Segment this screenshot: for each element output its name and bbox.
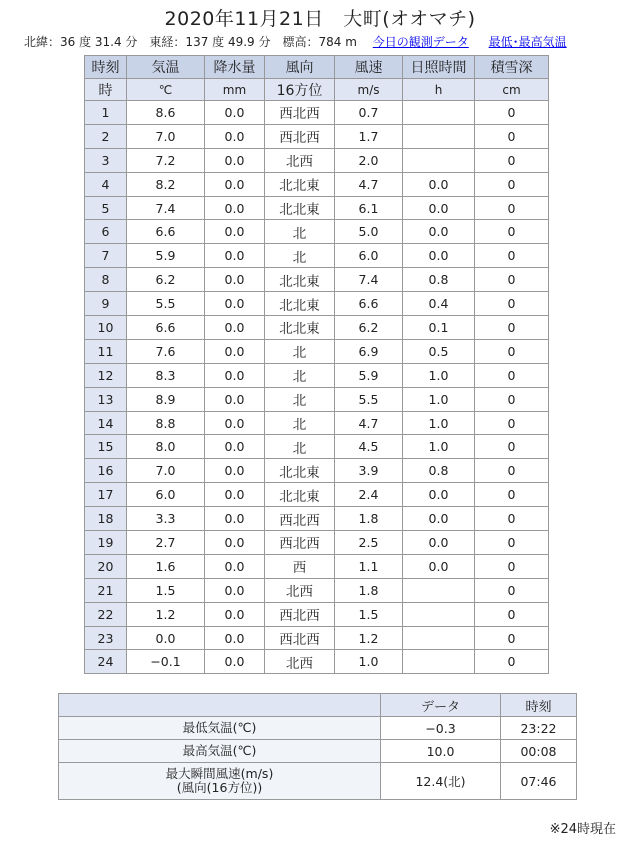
precipitation-cell: 0.0 xyxy=(205,387,265,411)
snow-depth-cell: 0 xyxy=(475,531,549,555)
temperature-cell: 8.3 xyxy=(127,363,205,387)
wind-direction-cell: 北西 xyxy=(265,148,335,172)
temperature-cell: 7.2 xyxy=(127,148,205,172)
wind-speed-cell: 4.5 xyxy=(335,435,403,459)
precipitation-cell: 0.0 xyxy=(205,578,265,602)
table-row xyxy=(85,316,549,340)
hour-cell: 15 xyxy=(85,435,127,459)
wind-speed-cell: 1.1 xyxy=(335,554,403,578)
snow-depth-cell: 0 xyxy=(475,172,549,196)
snow-depth-cell: 0 xyxy=(475,650,549,674)
sunshine-cell: 0.0 xyxy=(403,483,475,507)
hour-cell: 12 xyxy=(85,363,127,387)
header-wind-speed: 風速 xyxy=(335,56,403,79)
wind-direction-cell: 北北東 xyxy=(265,459,335,483)
summary-header-row xyxy=(59,694,577,717)
sunshine-cell: 0.0 xyxy=(403,220,475,244)
wind-direction-cell: 北北東 xyxy=(265,268,335,292)
table-row xyxy=(85,435,549,459)
snow-depth-cell: 0 xyxy=(475,554,549,578)
precipitation-cell: 0.0 xyxy=(205,626,265,650)
wind-speed-cell: 6.9 xyxy=(335,339,403,363)
hour-cell: 8 xyxy=(85,268,127,292)
precipitation-cell: 0.0 xyxy=(205,196,265,220)
snow-depth-cell: 0 xyxy=(475,435,549,459)
wind-speed-cell: 2.4 xyxy=(335,483,403,507)
table-row xyxy=(85,387,549,411)
station-info-bar xyxy=(24,33,567,50)
table-row xyxy=(85,459,549,483)
wind-direction-cell: 西北西 xyxy=(265,101,335,125)
hour-cell: 14 xyxy=(85,411,127,435)
temperature-cell: 7.0 xyxy=(127,124,205,148)
sunshine-cell: 0.0 xyxy=(403,172,475,196)
sunshine-cell: 1.0 xyxy=(403,435,475,459)
summary-time: 00:08 xyxy=(501,740,577,763)
wind-direction-cell: 西北西 xyxy=(265,507,335,531)
wind-speed-cell: 7.4 xyxy=(335,268,403,292)
table-row xyxy=(85,626,549,650)
table-row xyxy=(85,531,549,555)
snow-depth-cell: 0 xyxy=(475,626,549,650)
snow-depth-cell: 0 xyxy=(475,148,549,172)
table-row xyxy=(85,196,549,220)
precipitation-cell: 0.0 xyxy=(205,602,265,626)
summary-label: 最高気温(℃) xyxy=(59,740,381,763)
temperature-cell: 0.0 xyxy=(127,626,205,650)
header-hour: 時刻 xyxy=(85,56,127,79)
temperature-cell: 6.6 xyxy=(127,220,205,244)
summary-time: 23:22 xyxy=(501,717,577,740)
wind-speed-cell: 1.0 xyxy=(335,650,403,674)
unit-hour: 時 xyxy=(85,79,127,101)
sunshine-cell xyxy=(403,124,475,148)
unit-precipitation: mm xyxy=(205,79,265,101)
hour-cell: 6 xyxy=(85,220,127,244)
wind-direction-cell: 北 xyxy=(265,411,335,435)
footnote: ※24時現在 xyxy=(549,822,616,837)
precipitation-cell: 0.0 xyxy=(205,101,265,125)
wind-speed-cell: 0.7 xyxy=(335,101,403,125)
snow-depth-cell: 0 xyxy=(475,387,549,411)
wind-direction-cell: 北北東 xyxy=(265,292,335,316)
hour-cell: 19 xyxy=(85,531,127,555)
hour-cell: 5 xyxy=(85,196,127,220)
snow-depth-cell: 0 xyxy=(475,459,549,483)
unit-wind-direction: 16方位 xyxy=(265,79,335,101)
page-title: 2020年11月21日 大町(オオマチ) xyxy=(164,8,476,30)
snow-depth-cell: 0 xyxy=(475,507,549,531)
today-observation-link[interactable]: 今日の観測データ xyxy=(372,35,469,49)
wind-speed-cell: 1.2 xyxy=(335,626,403,650)
table-row xyxy=(85,650,549,674)
table-row xyxy=(85,172,549,196)
wind-direction-cell: 西 xyxy=(265,554,335,578)
header-precipitation: 降水量 xyxy=(205,56,265,79)
wind-direction-cell: 西北西 xyxy=(265,531,335,555)
summary-row-max-temp xyxy=(59,740,577,763)
wind-direction-cell: 西北西 xyxy=(265,124,335,148)
summary-header-data: データ xyxy=(381,694,501,717)
wind-direction-cell: 北北東 xyxy=(265,172,335,196)
temperature-cell: 1.5 xyxy=(127,578,205,602)
wind-speed-cell: 6.6 xyxy=(335,292,403,316)
sunshine-cell: 0.0 xyxy=(403,244,475,268)
hour-cell: 9 xyxy=(85,292,127,316)
table-row xyxy=(85,411,549,435)
snow-depth-cell: 0 xyxy=(475,316,549,340)
temperature-cell: 8.0 xyxy=(127,435,205,459)
temperature-cell: 3.3 xyxy=(127,507,205,531)
sunshine-cell xyxy=(403,626,475,650)
summary-time: 07:46 xyxy=(501,763,577,800)
hour-cell: 24 xyxy=(85,650,127,674)
wind-direction-cell: 北 xyxy=(265,363,335,387)
hour-cell: 23 xyxy=(85,626,127,650)
min-max-temperature-link[interactable]: 最低･最高気温 xyxy=(488,35,567,49)
sunshine-cell: 0.1 xyxy=(403,316,475,340)
precipitation-cell: 0.0 xyxy=(205,316,265,340)
snow-depth-cell: 0 xyxy=(475,196,549,220)
wind-speed-cell: 5.0 xyxy=(335,220,403,244)
precipitation-cell: 0.0 xyxy=(205,268,265,292)
temperature-cell: 7.6 xyxy=(127,339,205,363)
precipitation-cell: 0.0 xyxy=(205,507,265,531)
precipitation-cell: 0.0 xyxy=(205,363,265,387)
wind-speed-cell: 1.8 xyxy=(335,507,403,531)
sunshine-cell: 0.5 xyxy=(403,339,475,363)
summary-header-blank xyxy=(59,694,381,717)
wind-direction-cell: 北北東 xyxy=(265,483,335,507)
table-row xyxy=(85,244,549,268)
hour-cell: 7 xyxy=(85,244,127,268)
wind-speed-cell: 2.5 xyxy=(335,531,403,555)
precipitation-cell: 0.0 xyxy=(205,124,265,148)
table-row xyxy=(85,363,549,387)
snow-depth-cell: 0 xyxy=(475,292,549,316)
table-row xyxy=(85,124,549,148)
hour-cell: 3 xyxy=(85,148,127,172)
sunshine-cell xyxy=(403,602,475,626)
table-row xyxy=(85,101,549,125)
sunshine-cell: 0.8 xyxy=(403,268,475,292)
header-temperature: 気温 xyxy=(127,56,205,79)
sunshine-cell xyxy=(403,578,475,602)
station-coordinates: 北緯：36 度 31.4 分 東経：137 度 49.9 分 標高：784 m xyxy=(24,35,357,49)
header-snow-depth: 積雪深 xyxy=(475,56,549,79)
wind-speed-cell: 1.7 xyxy=(335,124,403,148)
wind-direction-cell: 北 xyxy=(265,387,335,411)
temperature-cell: 7.4 xyxy=(127,196,205,220)
wind-speed-cell: 4.7 xyxy=(335,172,403,196)
sunshine-cell: 1.0 xyxy=(403,411,475,435)
wind-speed-cell: 6.2 xyxy=(335,316,403,340)
unit-temperature: ℃ xyxy=(127,79,205,101)
header-wind-direction: 風向 xyxy=(265,56,335,79)
temperature-cell: 5.9 xyxy=(127,244,205,268)
precipitation-cell: 0.0 xyxy=(205,554,265,578)
temperature-cell: 8.9 xyxy=(127,387,205,411)
snow-depth-cell: 0 xyxy=(475,101,549,125)
sunshine-cell: 1.0 xyxy=(403,363,475,387)
precipitation-cell: 0.0 xyxy=(205,172,265,196)
snow-depth-cell: 0 xyxy=(475,339,549,363)
temperature-cell: 8.8 xyxy=(127,411,205,435)
summary-value: −0.3 xyxy=(381,717,501,740)
wind-direction-cell: 北 xyxy=(265,339,335,363)
snow-depth-cell: 0 xyxy=(475,220,549,244)
precipitation-cell: 0.0 xyxy=(205,650,265,674)
precipitation-cell: 0.0 xyxy=(205,292,265,316)
temperature-cell: 7.0 xyxy=(127,459,205,483)
hour-cell: 17 xyxy=(85,483,127,507)
wind-direction-cell: 北 xyxy=(265,244,335,268)
hour-cell: 2 xyxy=(85,124,127,148)
temperature-cell: 2.7 xyxy=(127,531,205,555)
precipitation-cell: 0.0 xyxy=(205,411,265,435)
wind-speed-cell: 6.1 xyxy=(335,196,403,220)
temperature-cell: 6.0 xyxy=(127,483,205,507)
wind-direction-cell: 北西 xyxy=(265,650,335,674)
sunshine-cell xyxy=(403,101,475,125)
hour-cell: 4 xyxy=(85,172,127,196)
snow-depth-cell: 0 xyxy=(475,244,549,268)
table-row xyxy=(85,483,549,507)
snow-depth-cell: 0 xyxy=(475,578,549,602)
wind-speed-cell: 2.0 xyxy=(335,148,403,172)
snow-depth-cell: 0 xyxy=(475,602,549,626)
hourly-data-table xyxy=(84,55,549,674)
sunshine-cell: 0.8 xyxy=(403,459,475,483)
temperature-cell: −0.1 xyxy=(127,650,205,674)
summary-row-min-temp xyxy=(59,717,577,740)
precipitation-cell: 0.0 xyxy=(205,459,265,483)
temperature-cell: 1.2 xyxy=(127,602,205,626)
table-row xyxy=(85,268,549,292)
wind-direction-cell: 北西 xyxy=(265,578,335,602)
hour-cell: 11 xyxy=(85,339,127,363)
hour-cell: 10 xyxy=(85,316,127,340)
unit-wind-speed: m/s xyxy=(335,79,403,101)
hour-cell: 18 xyxy=(85,507,127,531)
wind-direction-cell: 北北東 xyxy=(265,196,335,220)
table-row xyxy=(85,339,549,363)
table-row xyxy=(85,554,549,578)
sunshine-cell: 0.0 xyxy=(403,507,475,531)
wind-direction-cell: 北 xyxy=(265,435,335,459)
summary-label-line1: 最大瞬間風速(m/s) xyxy=(165,766,274,781)
summary-label: 最低気温(℃) xyxy=(59,717,381,740)
temperature-cell: 5.5 xyxy=(127,292,205,316)
precipitation-cell: 0.0 xyxy=(205,220,265,244)
summary-value: 12.4(北) xyxy=(381,763,501,800)
hour-cell: 21 xyxy=(85,578,127,602)
precipitation-cell: 0.0 xyxy=(205,339,265,363)
table-row xyxy=(85,220,549,244)
unit-snow-depth: cm xyxy=(475,79,549,101)
precipitation-cell: 0.0 xyxy=(205,435,265,459)
table-row xyxy=(85,578,549,602)
table-row xyxy=(85,602,549,626)
wind-direction-cell: 北 xyxy=(265,220,335,244)
precipitation-cell: 0.0 xyxy=(205,244,265,268)
sunshine-cell: 1.0 xyxy=(403,387,475,411)
temperature-cell: 6.2 xyxy=(127,268,205,292)
sunshine-cell xyxy=(403,148,475,172)
header-sunshine: 日照時間 xyxy=(403,56,475,79)
summary-value: 10.0 xyxy=(381,740,501,763)
snow-depth-cell: 0 xyxy=(475,363,549,387)
wind-direction-cell: 西北西 xyxy=(265,626,335,650)
wind-speed-cell: 1.8 xyxy=(335,578,403,602)
summary-label xyxy=(59,763,381,800)
hour-cell: 20 xyxy=(85,554,127,578)
table-header-row xyxy=(85,56,549,79)
table-row xyxy=(85,148,549,172)
temperature-cell: 8.2 xyxy=(127,172,205,196)
precipitation-cell: 0.0 xyxy=(205,483,265,507)
sunshine-cell: 0.4 xyxy=(403,292,475,316)
hour-cell: 1 xyxy=(85,101,127,125)
snow-depth-cell: 0 xyxy=(475,124,549,148)
wind-speed-cell: 3.9 xyxy=(335,459,403,483)
hour-cell: 16 xyxy=(85,459,127,483)
summary-row-max-gust xyxy=(59,763,577,800)
sunshine-cell: 0.0 xyxy=(403,531,475,555)
hour-cell: 13 xyxy=(85,387,127,411)
precipitation-cell: 0.0 xyxy=(205,148,265,172)
wind-speed-cell: 5.5 xyxy=(335,387,403,411)
snow-depth-cell: 0 xyxy=(475,483,549,507)
hour-cell: 22 xyxy=(85,602,127,626)
wind-direction-cell: 北北東 xyxy=(265,316,335,340)
temperature-cell: 6.6 xyxy=(127,316,205,340)
sunshine-cell: 0.0 xyxy=(403,196,475,220)
snow-depth-cell: 0 xyxy=(475,268,549,292)
temperature-cell: 8.6 xyxy=(127,101,205,125)
sunshine-cell: 0.0 xyxy=(403,554,475,578)
wind-speed-cell: 5.9 xyxy=(335,363,403,387)
wind-direction-cell: 西北西 xyxy=(265,602,335,626)
unit-sunshine: h xyxy=(403,79,475,101)
summary-table xyxy=(58,693,577,800)
sunshine-cell xyxy=(403,650,475,674)
summary-label-line2: (風向(16方位)) xyxy=(176,780,263,795)
table-units-row xyxy=(85,79,549,101)
summary-header-time: 時刻 xyxy=(501,694,577,717)
wind-speed-cell: 1.5 xyxy=(335,602,403,626)
temperature-cell: 1.6 xyxy=(127,554,205,578)
precipitation-cell: 0.0 xyxy=(205,531,265,555)
table-row xyxy=(85,507,549,531)
wind-speed-cell: 6.0 xyxy=(335,244,403,268)
table-row xyxy=(85,292,549,316)
wind-speed-cell: 4.7 xyxy=(335,411,403,435)
snow-depth-cell: 0 xyxy=(475,411,549,435)
